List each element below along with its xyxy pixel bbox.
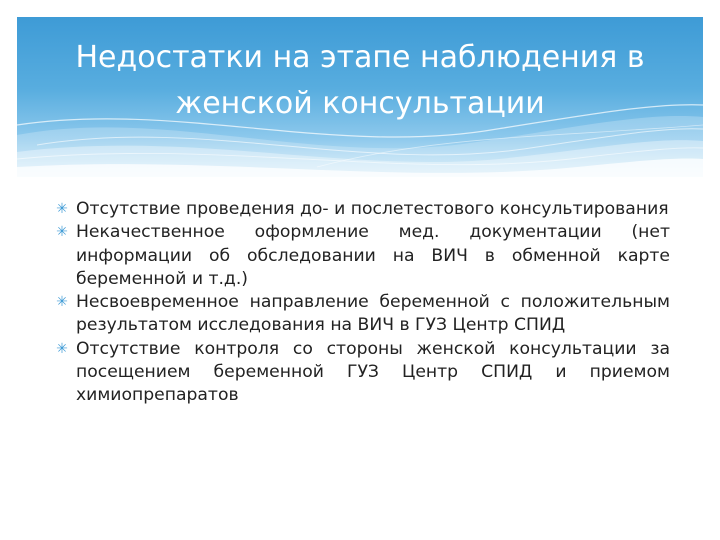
asterisk-bullet-icon: ✳ bbox=[56, 294, 68, 311]
slide-title bbox=[17, 35, 703, 127]
list-item-text: Несвоевременное направление беременной с положительным результатом исследования на ВИЧ в ГУЗ Центр СПИД bbox=[76, 292, 670, 336]
slide-title-line-2: женской консультации bbox=[175, 86, 545, 121]
list-item-text: Некачественное оформление мед. документации (нет информации об обследовании на ВИЧ в обменной карте беременной и т.д.) bbox=[76, 222, 670, 289]
list-item bbox=[54, 338, 670, 408]
asterisk-bullet-icon: ✳ bbox=[56, 224, 68, 241]
list-item-text: Отсутствие контроля со стороны женской консультации за посещением беременной ГУЗ Центр СПИД и приемом химиопрепаратов bbox=[76, 338, 670, 406]
bullet-list bbox=[54, 198, 670, 408]
asterisk-bullet-icon: ✳ bbox=[56, 201, 68, 217]
list-item-text: Отсутствие проведения до- и послетестового консультирования bbox=[76, 199, 669, 219]
list-item bbox=[54, 291, 670, 338]
list-item bbox=[54, 198, 670, 221]
slide-title-line-1: Недостатки на этапе наблюдения в bbox=[75, 40, 645, 75]
title-banner bbox=[17, 17, 703, 177]
asterisk-bullet-icon: ✳ bbox=[56, 340, 68, 357]
list-item bbox=[54, 221, 670, 291]
